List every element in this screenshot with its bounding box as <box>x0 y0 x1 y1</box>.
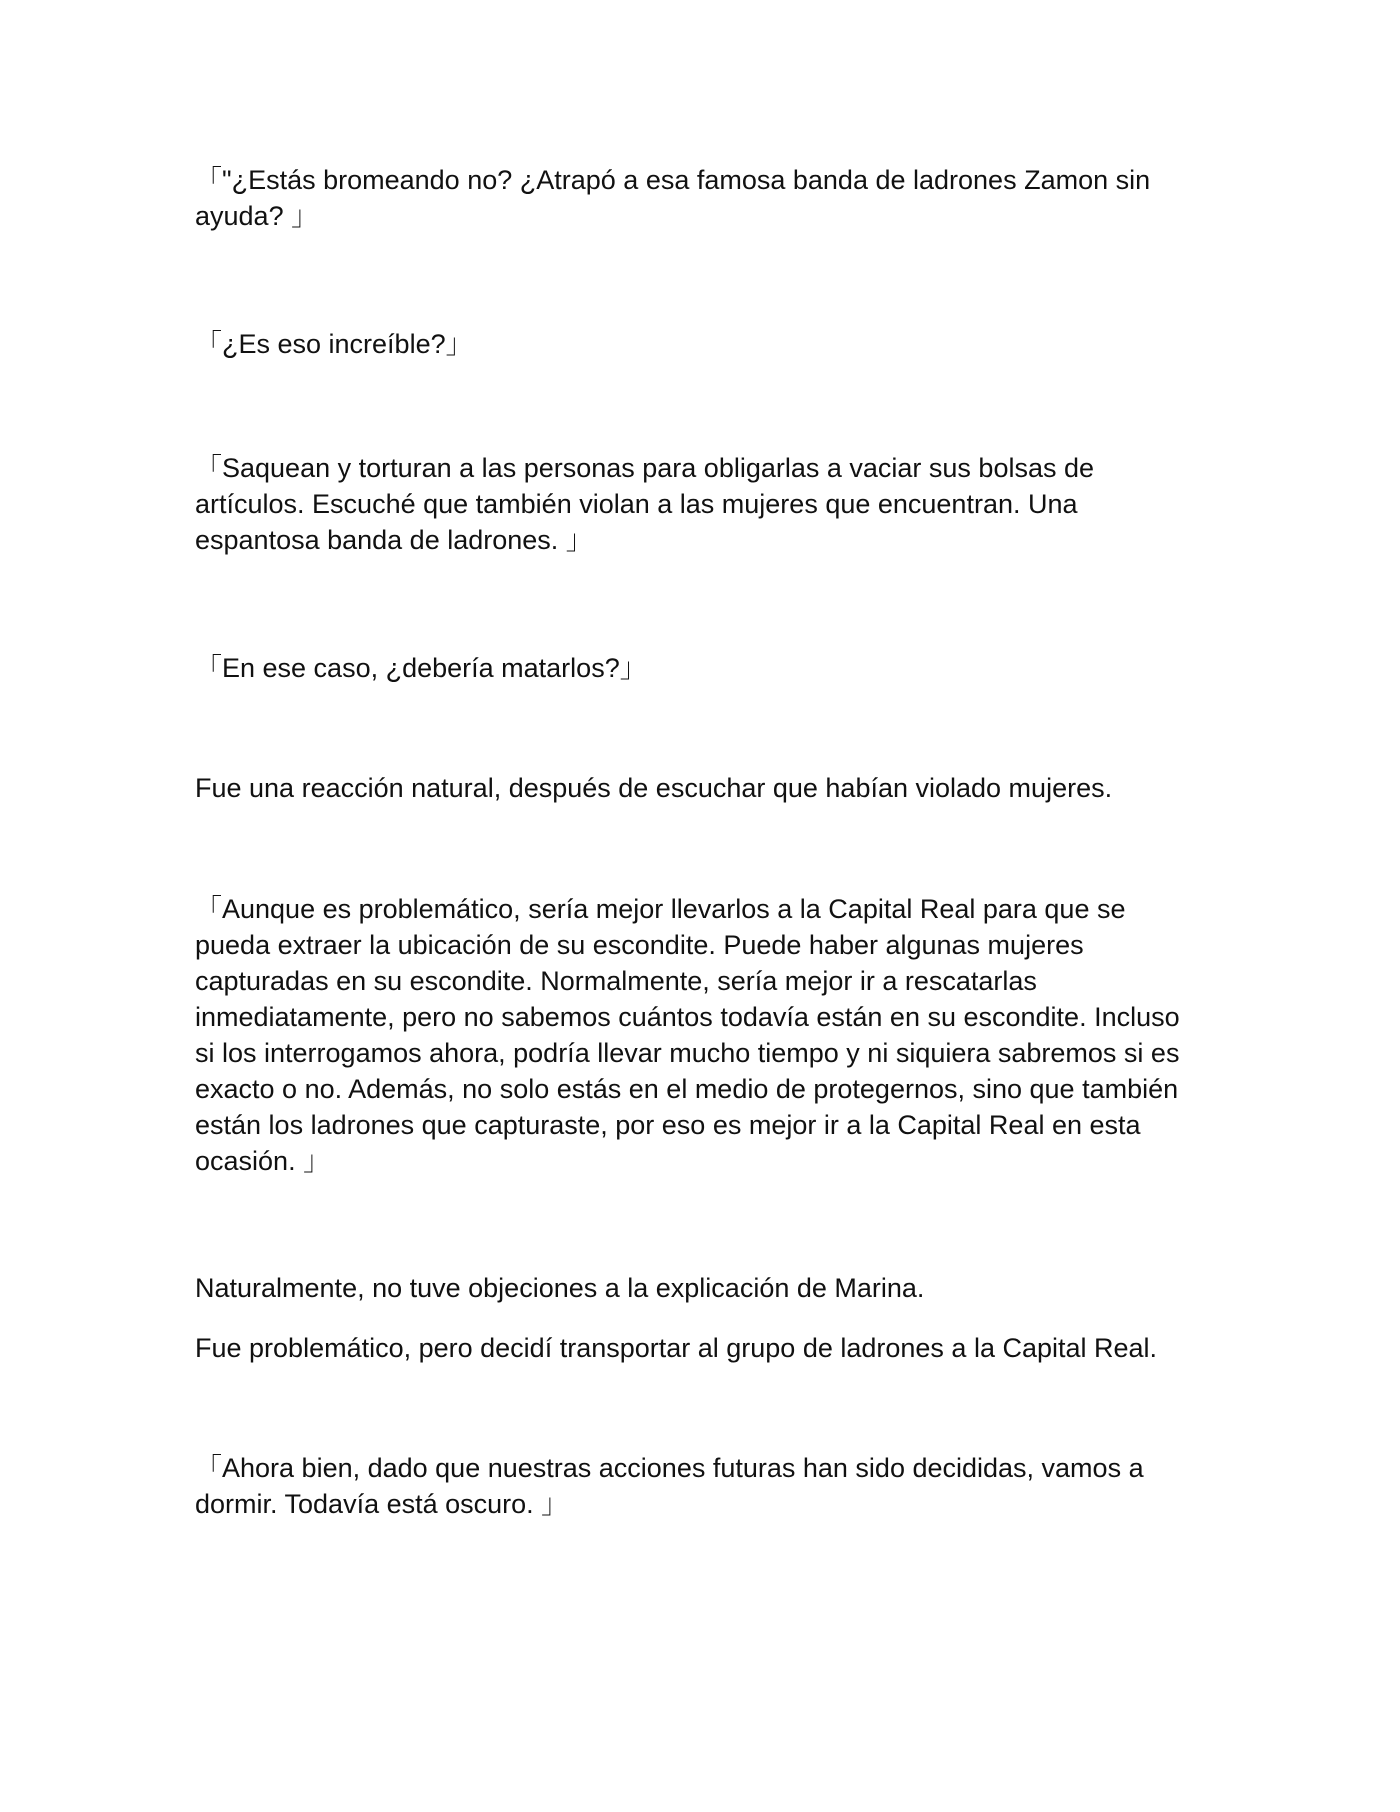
text-line: pueda extraer la ubicación de su escondite. Puede haber algunas mujeres <box>195 930 1084 960</box>
paragraph-4 <box>195 650 1205 686</box>
text-line: dormir. Todavía está oscuro. 」 <box>195 1489 569 1519</box>
text-line: 「En ese caso, ¿debería matarlos?」 <box>195 653 647 683</box>
text-line: espantosa banda de ladrones. 」 <box>195 525 593 555</box>
text-line: Fue problemático, pero decidí transportar al grupo de ladrones a la Capital Real. <box>195 1333 1158 1363</box>
text-line: artículos. Escuché que también violan a las mujeres que encuentran. Una <box>195 489 1078 519</box>
text-line: Fue una reacción natural, después de escuchar que habían violado mujeres. <box>195 773 1113 803</box>
paragraph-7 <box>195 1270 1205 1306</box>
text-line: están los ladrones que capturaste, por eso es mejor ir a la Capital Real en esta <box>195 1110 1141 1140</box>
text-line: capturadas en su escondite. Normalmente, sería mejor ir a rescatarlas <box>195 966 1037 996</box>
paragraph-5 <box>195 770 1205 806</box>
text-line: si los interrogamos ahora, podría llevar mucho tiempo y ni siquiera sabremos si es <box>195 1038 1180 1068</box>
text-line: ocasión. 」 <box>195 1146 331 1176</box>
text-line: Naturalmente, no tuve objeciones a la explicación de Marina. <box>195 1273 925 1303</box>
paragraph-6 <box>195 891 1205 1179</box>
paragraph-9 <box>195 1450 1205 1522</box>
text-line: 「Saquean y torturan a las personas para obligarlas a vaciar sus bolsas de <box>195 453 1095 483</box>
paragraph-8 <box>195 1330 1205 1366</box>
paragraph-2 <box>195 326 1205 362</box>
text-line: 「Aunque es problemático, sería mejor llevarlos a la Capital Real para que se <box>195 894 1126 924</box>
text-line: 「"¿Estás bromeando no? ¿Atrapó a esa famosa banda de ladrones Zamon sin <box>195 165 1151 195</box>
text-line: ayuda? 」 <box>195 201 319 231</box>
text-line: inmediatamente, pero no sabemos cuántos todavía están en su escondite. Incluso <box>195 1002 1180 1032</box>
paragraph-1 <box>195 162 1205 234</box>
paragraph-3 <box>195 450 1205 558</box>
text-line: 「Ahora bien, dado que nuestras acciones futuras han sido decididas, vamos a <box>195 1453 1144 1483</box>
text-line: exacto o no. Además, no solo estás en el medio de protegernos, sino que también <box>195 1074 1179 1104</box>
text-line: 「¿Es eso increíble?」 <box>195 329 473 359</box>
